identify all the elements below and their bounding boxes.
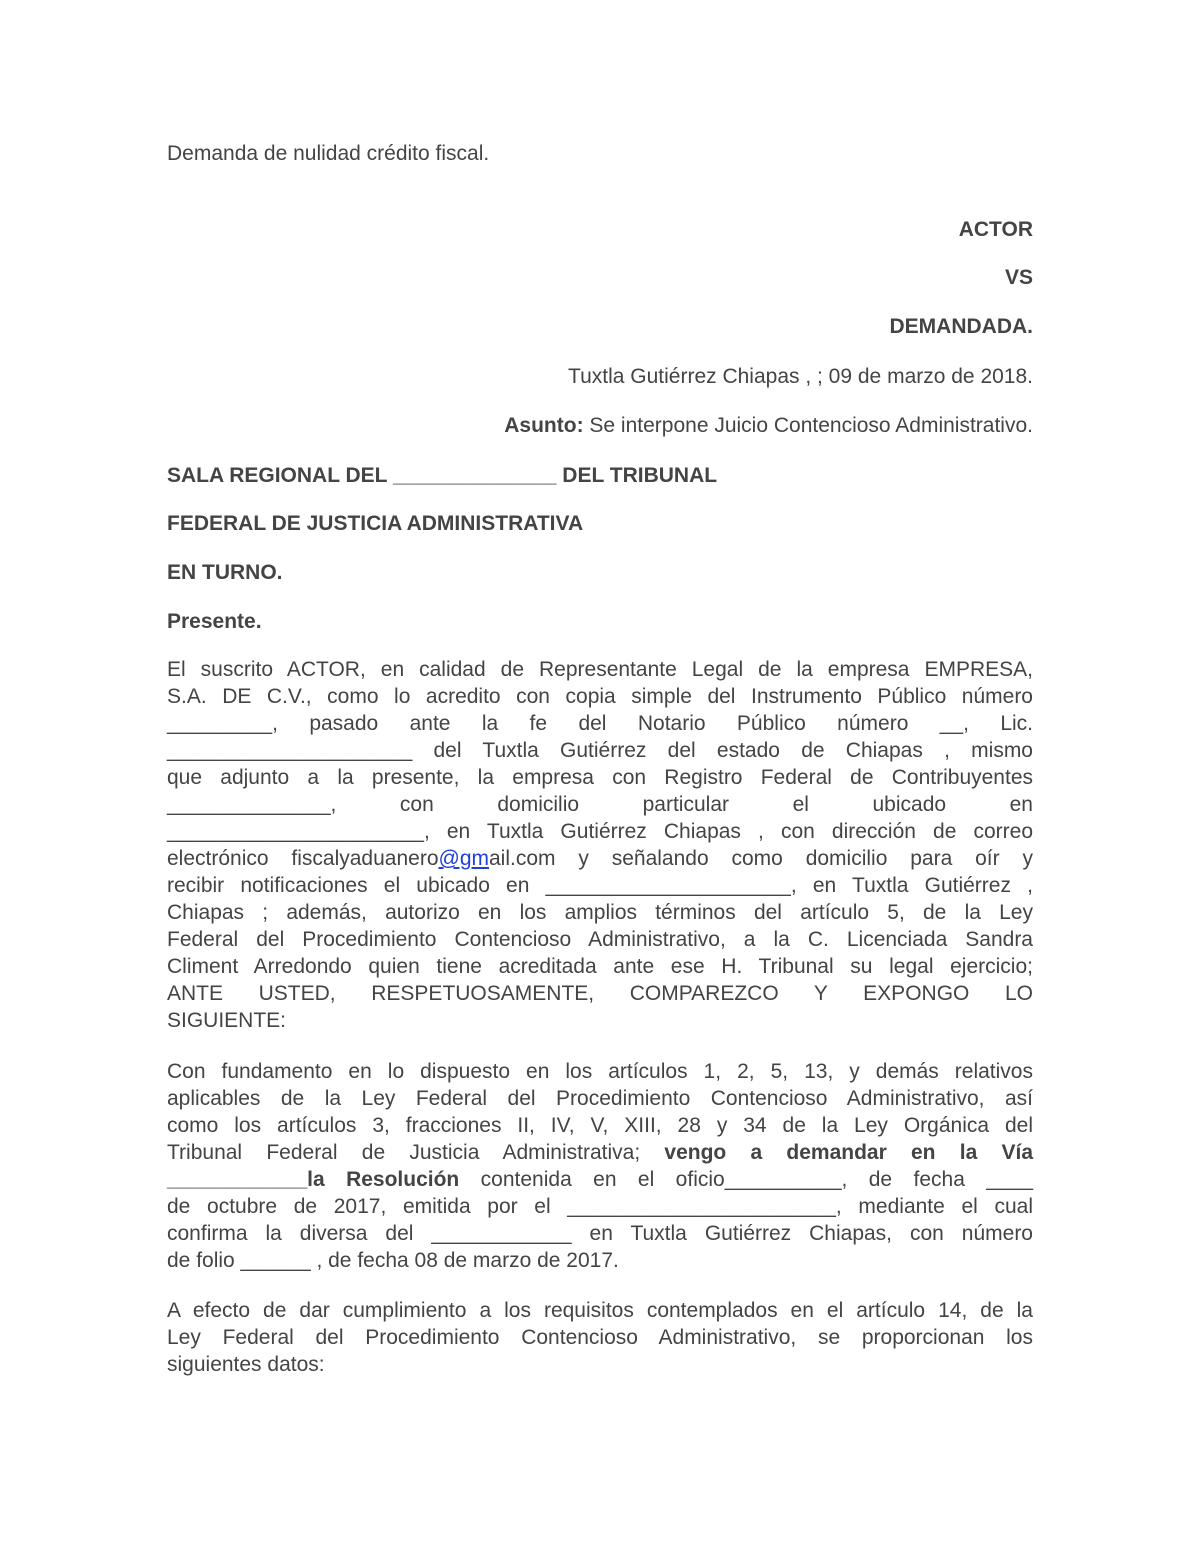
p2-line: Con fundamento en lo dispuesto en los artículos 1, 2, 5, 13, y demás relativos — [167, 1060, 1033, 1083]
p2-line: como los artículos 3, fracciones II, IV, V, XIII, 28 y 34 de la Ley Orgánica del — [167, 1114, 1033, 1137]
p1-line: _____________________ del Tuxtla Gutiérrez del estado de Chiapas , mismo — [167, 739, 1033, 762]
p2-line-5-normal: contenida en el oficio__________, de fecha ____ — [459, 1168, 1034, 1191]
p1-line: Chiapas ; además, autorizo en los amplios términos del artículo 5, de la Ley — [167, 901, 1033, 924]
addressee-line-2: FEDERAL DE JUSTICIA ADMINISTRATIVA — [167, 512, 584, 535]
paragraph-1 — [167, 656, 1033, 1034]
doc-title: Demanda de nulidad crédito fiscal. — [167, 142, 490, 165]
addressee-line-1: SALA REGIONAL DEL ______________ DEL TRIBUNAL — [167, 464, 718, 487]
party-actor: ACTOR — [958, 218, 1033, 241]
email-suffix: ail.com y señalando como domicilio para oír y — [489, 847, 1033, 870]
p2-line: de octubre de 2017, emitida por el _______________________, mediante el cual — [167, 1195, 1033, 1218]
email-link[interactable]: @gm — [438, 847, 489, 870]
p1-line: El suscrito ACTOR, en calidad de Representante Legal de la empresa EMPRESA, — [167, 658, 1033, 681]
p2-line-4 — [167, 1139, 1033, 1166]
p1-line: ANTE USTED, RESPETUOSAMENTE, COMPAREZCO Y EXPONGO LO — [167, 982, 1033, 1005]
place-date: Tuxtla Gutiérrez Chiapas , ; 09 de marzo de 2018. — [568, 365, 1033, 388]
p1-line: ______________________, en Tuxtla Gutiérrez Chiapas , con dirección de correo — [167, 820, 1033, 843]
paragraph-3 — [167, 1297, 1033, 1378]
addressee-line-3: EN TURNO. — [167, 561, 283, 584]
p1-line: Climent Arredondo quien tiene acreditada ante ese H. Tribunal su legal ejercicio; — [167, 955, 1033, 978]
subject-label: Asunto: — [504, 414, 584, 437]
paragraph-2 — [167, 1058, 1033, 1274]
p2-line: confirma la diversa del ____________ en Tuxtla Gutiérrez Chiapas, con número — [167, 1222, 1033, 1245]
p1-line: SIGUIENTE: — [167, 1009, 287, 1032]
addressee-line-4: Presente. — [167, 610, 262, 633]
p1-line: que adjunto a la presente, la empresa con Registro Federal de Contribuyentes — [167, 766, 1033, 789]
email-prefix: electrónico fiscalyaduanero — [167, 847, 439, 870]
p1-line: ______________, con domicilio particular el ubicado en — [167, 793, 1033, 816]
p3-line: A efecto de dar cumplimiento a los requisitos contemplados en el artículo 14, de la — [167, 1299, 1033, 1322]
p1-line: _________, pasado ante la fe del Notario Público número __, Lic. — [167, 712, 1033, 735]
p3-line: Ley Federal del Procedimiento Contencioso Administrativo, se proporcionan los — [167, 1326, 1033, 1349]
party-vs: VS — [1004, 266, 1033, 289]
subject-text: Se interpone Juicio Contencioso Administrativo. — [583, 414, 1033, 437]
subject-line — [167, 412, 1033, 439]
p1-email-line — [167, 845, 1033, 872]
p1-line: recibir notificaciones el ubicado en _____________________, en Tuxtla Gutiérrez , — [167, 874, 1033, 897]
p2-line-4-bold: vengo a demandar en la Vía — [640, 1141, 1033, 1164]
p3-line: siguientes datos: — [167, 1353, 325, 1376]
p2-line-4-normal: Tribunal Federal de Justicia Administrativa; — [167, 1141, 641, 1164]
p2-line-5-bold: ____________la Resolución — [167, 1168, 460, 1191]
p1-line: S.A. DE C.V., como lo acredito con copia simple del Instrumento Público número — [167, 685, 1033, 708]
p1-line: Federal del Procedimiento Contencioso Administrativo, a la C. Licenciada Sandra — [167, 928, 1033, 951]
p2-line-5 — [167, 1166, 1033, 1193]
party-demandada: DEMANDADA. — [889, 315, 1033, 338]
p2-line: aplicables de la Ley Federal del Procedimiento Contencioso Administrativo, así — [167, 1087, 1033, 1110]
p2-line: de folio ______ , de fecha 08 de marzo de 2017. — [167, 1249, 619, 1272]
